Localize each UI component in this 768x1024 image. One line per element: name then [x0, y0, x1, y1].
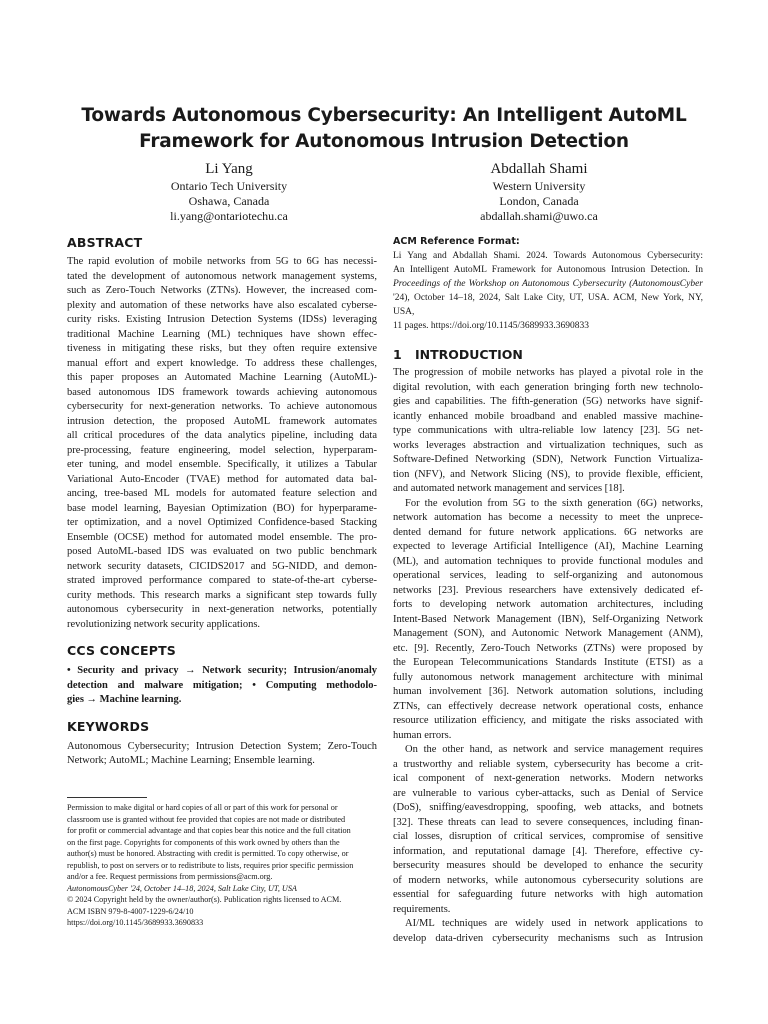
intro-line: dented demand for future network applications. 6G networks are [393, 526, 703, 538]
abstract-line: traditional Machine Learning (ML) techniques have shown effec- [67, 328, 377, 340]
intro-line: essential for safeguarding future networks with high automation [393, 889, 703, 900]
intro-line: ical component of next-generation networks. Modern networks [393, 773, 703, 784]
intro-line: the European Telecommunications Standards Institute (ETSI) as a [393, 657, 703, 668]
intro-line: tion (NFV), and Network Slicing (NS), to provide flexible, efficient, [393, 468, 703, 480]
intro-line: The progression of mobile networks has played a pivotal role in the [393, 367, 703, 378]
permission-line: for profit or commercial advantage and that copies bear this notice and the full citation [67, 826, 351, 835]
permission-footnote [67, 797, 377, 929]
intro-line: human errors. [393, 729, 452, 741]
permission-line: author(s) must be honored. Abstracting with credit is permitted. To copy otherwise, or [67, 849, 349, 858]
ccs-heading: CCS CONCEPTS [67, 643, 176, 658]
permission-text [67, 802, 377, 929]
acm-ref-line: An Intelligent AutoML Framework for Autonomous Intrusion Detection. In [393, 265, 703, 275]
author-email: li.yang@ontariotechu.ca [170, 209, 288, 223]
acm-ref-line: Proceedings of the Workshop on Autonomous Cybersecurity (AutonomousCyber [393, 279, 703, 289]
intro-line: operational services, leading to self-organizing and autonomous [393, 570, 703, 581]
intro-line: network automation has become a necessity to meet the unprece- [393, 512, 703, 523]
ccs-line: • Security and privacy → Network security; Intrusion/anomaly [67, 665, 377, 676]
acm-ref-line: 11 pages. https://doi.org/10.1145/3689933.3690833 [393, 321, 589, 331]
ccs-line: gies → Machine learning. [67, 694, 182, 705]
intro-line: Software-Defined Networking (SDN), Network Function Virtualiza- [393, 454, 703, 465]
permission-line: on the first page. Copyrights for components of this work owned by others than the [67, 837, 340, 847]
abstract-line: Ensemble (OCSE) method for automated model ensemble. The pro- [67, 531, 377, 543]
intro-line: forts to developing network automation architectures, including [393, 599, 703, 610]
abstract-heading: ABSTRACT [67, 235, 143, 250]
intro-line: information, and reputational damage [4]. Therefore, effective cy- [393, 845, 703, 857]
intro-line: a trustworthy and reliable system, cybersecurity has become a crit- [393, 758, 703, 770]
abstract-line: plexity and automation of these networks have also escalated cyberse- [67, 299, 377, 311]
abstract-line: this paper proposes an Automated Machine Learning (AutoML)- [67, 372, 377, 383]
title-line-2: Framework for Autonomous Intrusion Detection [139, 131, 629, 152]
intro-line: digital revolution, with each generation bringing forth new technolo- [393, 381, 703, 393]
intro-line: Management (SON), and Autonomic Network Management (ANM), [393, 628, 703, 639]
author-block-1 [99, 160, 359, 224]
intro-line: On the other hand, as network and service management requires [405, 744, 703, 755]
intro-line: works leverages abstraction and virtualization techniques, such as [393, 439, 703, 451]
abstract-line: eter tuning, and model ensemble. Specifically, it utilizes a Tabular [67, 459, 377, 470]
ccs-line: detection and malware mitigation; • Computing methodolo- [67, 679, 377, 691]
section-number: 1 [393, 347, 402, 362]
abstract-line: tiveness in mitigating these risks, but they often require extensive [67, 343, 377, 354]
abstract-line: network security datasets, CICIDS2017 and 5G-NIDD, and demon- [67, 560, 377, 572]
author-email: abdallah.shami@uwo.ca [480, 209, 598, 223]
paper-title [60, 103, 708, 155]
author-name: Abdallah Shami [490, 161, 588, 177]
acm-ref-heading: ACM Reference Format: [393, 236, 520, 247]
abstract-line: base model learning, Bayesian Optimization (BO) for hyperparame- [67, 502, 377, 514]
section-title: INTRODUCTION [415, 347, 523, 362]
author-name: Li Yang [205, 161, 253, 177]
intro-line: [32]. These threats can lead to severe consequences, including finan- [393, 816, 703, 828]
intro-line: expected to leverage Artificial Intelligence (AI), Machine Learning [393, 541, 703, 552]
abstract-line: based autonomous IDS framework towards achieving autonomous [67, 386, 377, 398]
keywords-body [67, 740, 377, 769]
abstract-body [67, 255, 377, 632]
permission-line: classroom use is granted without fee provided that copies are not made or distributed [67, 814, 346, 824]
abstract-line: autonomous cybersecurity in next-generation networks, potentially [67, 604, 377, 615]
intro-line: cial losses, disruption of critical services, compromise of sensitive [393, 831, 703, 842]
abstract-line: posed AutoML-based IDS was evaluated on two public benchmark [67, 546, 377, 557]
abstract-line: Variational Auto-Encoder (TVAE) method for automated data bal- [67, 473, 377, 485]
abstract-line: all critical procedures of the data analytics pipeline, including data [67, 430, 377, 441]
left-column [67, 235, 377, 769]
keywords-line: Network; AutoML; Machine Learning; Ensemble learning. [67, 755, 315, 766]
abstract-line: curity risks. Existing Intrusion Detection Systems (IDSs) leveraging [67, 314, 377, 325]
acm-ref-body [393, 249, 703, 333]
right-column [393, 235, 703, 946]
intro-line: human involvement [36]. Network automation solutions, including [393, 686, 703, 697]
author-location: London, Canada [499, 194, 579, 208]
intro-line: networks [23]. Previous researchers have extensively dedicated ef- [393, 584, 703, 596]
intro-line: AI/ML techniques are widely used in network applications to [405, 918, 703, 929]
abstract-line: intrusion detection, the proposed AutoML framework automates [67, 415, 377, 427]
intro-line: resource utilization efficiency, and mitigate the risks associated with [393, 715, 703, 726]
permission-line: ACM ISBN 979-8-4007-1229-6/24/10 [67, 906, 194, 916]
intro-line: fully autonomous network management architecture with minimal [393, 671, 703, 683]
acm-ref-line: Li Yang and Abdallah Shami. 2024. Towards Autonomous Cybersecurity: [393, 251, 703, 261]
permission-line: and/or a fee. Request permissions from permissions@acm.org. [67, 872, 273, 881]
permission-line: Permission to make digital or hard copies of all or part of this work for personal or [67, 803, 338, 812]
intro-line: ZTNs, can effectively decrease network operational costs, enhance [393, 700, 703, 712]
intro-line: develop data-driven cybersecurity mechanisms such as Intrusion [393, 932, 703, 944]
intro-line: are vulnerable to various cyber-attacks, such as Denial of Service [393, 787, 703, 799]
author-affiliation: Ontario Tech University [170, 179, 288, 193]
title-line-1: Towards Autonomous Cybersecurity: An Intelligent AutoML [81, 105, 687, 126]
footnote-rule [67, 797, 147, 798]
abstract-line: The rapid evolution of mobile networks from 5G to 6G has necessi- [67, 256, 377, 267]
author-location: Oshawa, Canada [188, 194, 270, 208]
intro-line: (ML), and automation techniques to provide functional modules and [393, 555, 703, 567]
abstract-line: revolutionizing network security applications. [67, 618, 261, 630]
introduction-heading [393, 347, 703, 362]
keywords-line: Autonomous Cybersecurity; Intrusion Detection System; Zero-Touch [67, 740, 377, 752]
permission-line: AutonomousCyber '24, October 14–18, 2024, Salt Lake City, UT, USA [67, 883, 297, 893]
keywords-heading: KEYWORDS [67, 718, 150, 734]
permission-line: https://doi.org/10.1145/3689933.3690833 [67, 918, 204, 927]
intro-line: icantly enhanced mobile broadband and enabled massive machine- [393, 410, 703, 422]
intro-line: of modern networks, while autonomous cybersecurity solutions are [393, 874, 703, 886]
intro-line: For the evolution from 5G to the sixth generation (6G) networks, [405, 497, 703, 509]
abstract-line: such as Zero-Touch Networks (ZTNs). However, the increased com- [67, 285, 377, 296]
introduction-body [393, 366, 703, 946]
intro-line: Intent-Based Network Management (IBN), Self-Organizing Network [393, 613, 703, 625]
abstract-line: manual effort and expert knowledge. To address these challenges, [67, 357, 377, 369]
abstract-line: pre-processing, feature engineering, model selection, hyperparam- [67, 444, 377, 456]
intro-line: and automated network management and services [18]. [393, 483, 625, 494]
intro-line: (DoS), sniffing/eavesdropping, spoofing, web attacks, and botnets [393, 802, 703, 813]
permission-line: republish, to post on servers or to redistribute to lists, requires prior specific permission [67, 860, 354, 870]
intro-line: type communications with ultra-reliable low latency [23]. 5G net- [393, 425, 703, 436]
author-affiliation: Western University [492, 179, 586, 193]
permission-line: © 2024 Copyright held by the owner/author(s). Publication rights licensed to ACM. [67, 895, 342, 904]
abstract-line: strated improved performance compared to state-of-the-art cyberse- [67, 575, 377, 586]
abstract-line: cybersecurity for next-generation networks. To achieve autonomous [67, 401, 377, 412]
intro-line: bersecurity measures should be developed to enhance the security [393, 860, 703, 871]
ccs-body [67, 664, 377, 708]
abstract-line: ancing, tree-based ML models for automated feature selection and [67, 488, 377, 499]
acm-ref-line: '24), October 14–18, 2024, Salt Lake City, UT, USA. ACM, New York, NY, USA, [393, 293, 703, 317]
intro-line: requirements. [393, 903, 451, 915]
abstract-line: curity methods. This research marks a significant step towards fully [67, 589, 377, 601]
intro-line: gies and capabilities. The fifth-generation (5G) networks have signif- [393, 396, 703, 407]
author-block-2 [409, 160, 669, 224]
intro-line: etc. [9]. Recently, Zero-Touch Networks (ZTNs) were proposed by [393, 642, 703, 654]
abstract-line: ter optimization, and a novel Optimized Confidence-based Stacking [67, 517, 377, 528]
abstract-line: tated the development of autonomous network management systems, [67, 270, 377, 282]
